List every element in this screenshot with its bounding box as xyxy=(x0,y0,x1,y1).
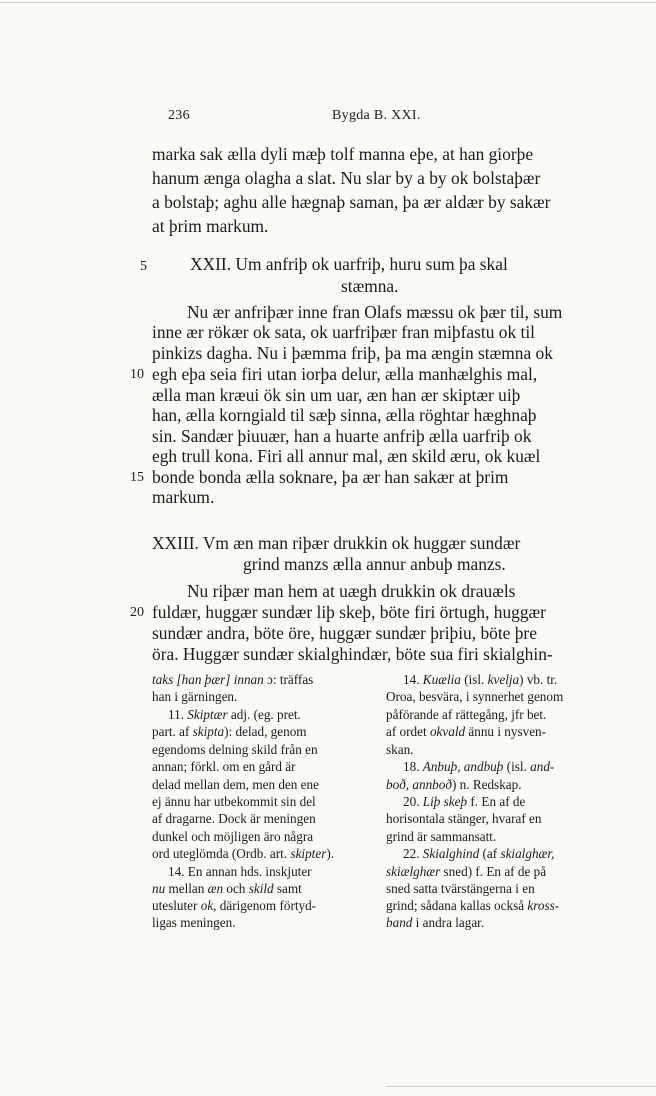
page-number: 236 xyxy=(168,108,190,123)
footnote-line: band i andra lagar. xyxy=(386,915,485,930)
footnote-line: sned satta tvärstängerna i en xyxy=(386,881,535,896)
text-line: marka sak ælla dyli mæþ tolf manna eþe, at han giorþe xyxy=(152,144,534,164)
footnote-line: Oroa, besvära, i synnerhet genom xyxy=(386,689,564,704)
line-number: 5 xyxy=(140,259,147,274)
section-heading-cont: grind manzs ælla annur anbuþ manzs. xyxy=(243,554,506,574)
footnote-line: utesluter ok, därigenom förtyd- xyxy=(152,898,317,913)
footnote-line: 18. Anbuþ, andbuþ (isl. and- xyxy=(403,759,555,774)
text-line: hanum ænga olagha a slat. Nu slar by a by ok bolstaþær xyxy=(152,168,541,188)
text-line: markum. xyxy=(152,487,215,507)
line-number: 15 xyxy=(130,470,144,485)
text-line: pinkizs dagha. Nu i þæmma friþ, þa ma ængin stæmna ok xyxy=(152,343,553,363)
footnote-line: han i gärningen. xyxy=(152,689,238,704)
footnote-line: af dragarne. Dock är meningen xyxy=(152,811,316,826)
footnote-line: 20. Liþ skeþ f. En af de xyxy=(403,794,526,809)
footnote-line: af ordet okvald ännu i nysven- xyxy=(386,724,547,739)
footnote-line: 14. Kuælia (isl. kvelja) vb. tr. xyxy=(403,672,558,687)
line-number: 10 xyxy=(130,367,144,382)
footnote-line: horisontala stänger, hvaraf en xyxy=(386,811,542,826)
line-number: 20 xyxy=(130,605,144,620)
text-line: ælla man kræui ök sin um uar, æn han ær skiptær uiþ xyxy=(152,385,521,405)
text-line: egh trull kona. Firi all annur mal, æn skild æru, ok kuæl xyxy=(152,446,541,466)
footnote-line: påförande af rättegång, jfr bet. xyxy=(386,707,547,722)
footnote-line: 22. Skialghind (af skialghær, xyxy=(403,846,555,861)
footnote-line: 11. Skiptær adj. (eg. pret. xyxy=(168,707,301,722)
text-line: fuldær, huggær sundær liþ skeþ, böte firi örtugh, huggær xyxy=(152,602,546,622)
text-line: öra. Huggær sundær skialghindær, böte sua firi skialghin- xyxy=(152,644,553,664)
text-line: bonde bonda ælla soknare, þa ær han sakær at þrim xyxy=(152,467,509,487)
text-line: inne ær rökær ok sata, ok uarfriþær fran miþfastu ok til xyxy=(152,322,535,342)
section-heading: XXII. Um anfriþ ok uarfriþ, huru sum þa skal xyxy=(190,254,508,274)
text-line: sin. Sandær þiuuær, han a huarte anfriþ ælla uarfriþ ok xyxy=(152,426,532,446)
footnote-line: part. af skipta): delad, genom xyxy=(152,724,307,739)
footnote-line: skiælghær sned) f. En af de på xyxy=(386,864,547,879)
footnote-line: grind; sådana kallas också kross- xyxy=(386,898,560,913)
section-heading: XXIII. Vm æn man riþær drukkin ok huggær sundær xyxy=(152,533,521,553)
footnote-line: nu mellan æn och skild samt xyxy=(152,881,302,896)
text-line: a bolstaþ; aghu alle hægnaþ saman, þa ær aldær by sakær xyxy=(152,192,551,212)
page-edge-line xyxy=(386,1086,656,1087)
footnote-line: ligas meningen. xyxy=(152,915,236,930)
text-line: Nu ær anfriþær inne fran Olafs mæssu ok þær til, sum xyxy=(187,302,563,322)
section-heading-cont: stæmna. xyxy=(341,276,399,296)
footnote-line: dunkel och möjligen äro några xyxy=(152,829,314,844)
text-line: at þrim markum. xyxy=(152,216,269,236)
footnote-line: taks [han þær] innan ɔ: träffas xyxy=(152,672,314,687)
footnote-line: egendoms delning skild från en xyxy=(152,742,318,757)
text-line: sundær andra, böte öre, huggær sundær þriþiu, böte þre xyxy=(152,623,537,643)
footnote-line: skan. xyxy=(386,742,414,757)
footnote-line: boð, annboð) n. Redskap. xyxy=(386,777,522,792)
page-edge-line xyxy=(0,2,656,3)
footnote-line: grind är sammansatt. xyxy=(386,829,497,844)
footnote-line: delad mellan dem, men den ene xyxy=(152,777,319,792)
footnote-line: 14. En annan hds. inskjuter xyxy=(168,864,312,879)
text-line: han, ælla korngiald til sæþ sinna, ælla röghtar hæghnaþ xyxy=(152,405,537,425)
text-line: Nu riþær man hem at uægh drukkin ok drauæls xyxy=(187,581,516,601)
footnote-line: annan; förkl. om en gård är xyxy=(152,759,296,774)
text-line: egh eþa seia firi utan iorþa delur, ælla manhælghis mal, xyxy=(152,364,538,384)
running-title: Bygda B. XXI. xyxy=(332,108,421,123)
footnote-line: ej ännu har utbekommit sin del xyxy=(152,794,316,809)
footnote-line: ord uteglömda (Ordb. art. skipter). xyxy=(152,846,335,861)
